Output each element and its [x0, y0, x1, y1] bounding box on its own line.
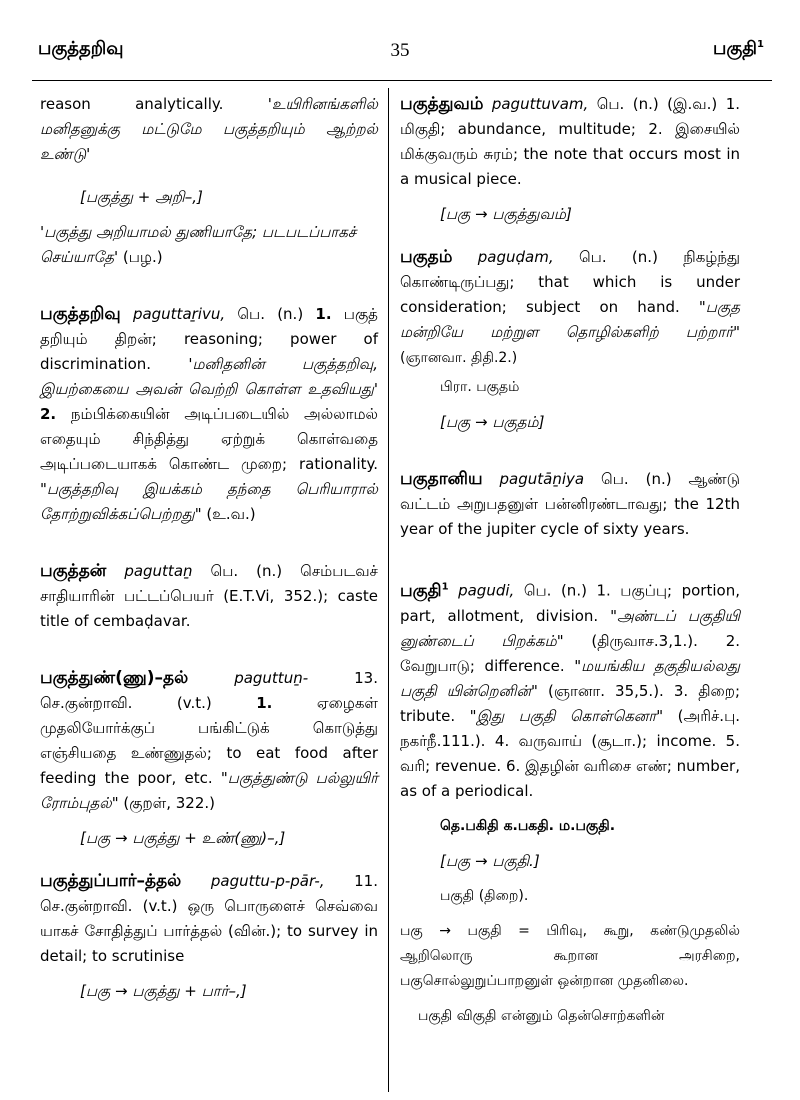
headword: பகுத்துவம்: [400, 94, 484, 114]
running-head-left: பகுத்தறிவு: [38, 38, 124, 59]
etymology: [பகு → பகுதி.]: [440, 851, 540, 870]
entry-pagudam: பகுதம் paguḍam, பெ. (n.) நிகழ்ந்து கொண்டிருப்பது; that which is under consideration; subject on hand. "பகுத மன்றியே மற்றுள தொழில்களிற் பற்றார்" (ஞானவா. திதி.2.): [400, 247, 740, 366]
headword: பகுத்துப்பார்–த்தல்: [40, 871, 182, 891]
etymology: [பகு → பகுதம்]: [440, 413, 545, 431]
running-head-right: பகுதி$^1$: [712, 38, 764, 59]
entry-paguttan: பகுத்தன் paguttaṉ பெ. (n.) செம்படவச் சாதியாரின் பட்டப்பெயர் (E.T.Vi, 352.); caste title of cembaḍavar.: [40, 561, 378, 630]
note: பகு → பகுதி = பிரிவு, கூறு, கண்டுமுதலில் ஆறிலொரு கூறான அரசிறை, பகுசொல்லுறுப்பாறனுள் ஒன்றான முதனிலை.: [400, 922, 740, 989]
prakrit-form: பிரா. பகுதம்: [440, 379, 520, 395]
headword: பகுத்தன்: [40, 561, 107, 581]
etymology: [பகு → பகுத்து + உண்(ணு)–,]: [80, 829, 286, 847]
etymology: [பகு → பகுத்துவம்]: [440, 205, 572, 223]
entry-paguttun: பகுத்துண்(ணு)–தல் paguttuṉ- 13. செ.குன்றாவி. (v.t.) 1. ஏழைகள் முதலியோர்க்குப் பங்கிட்டுக் கொடுத்து எஞ்சியதை உண்ணுதல்; to eat food after feeding the poor, etc. "பகுத்துண்டு பல்லுயிர் ரோம்புதல்" (குறள், 322.): [40, 668, 378, 812]
right-column: [400, 92, 740, 1029]
headword: பகுதி$^1$: [400, 580, 449, 601]
headword: பகுத்தறிவு: [40, 304, 121, 324]
headword: பகுதானிய: [400, 469, 483, 489]
entry-paguttarivu: பகுத்தறிவு paguttaṟivu, பெ. (n.) 1. பகுத் தறியும் திறன்; reasoning; power of discrimination. 'மனிதனின் பகுத்தறிவு, இயற்கையை அவன் வெற்றி கொள்ள உதவியது' 2. நம்பிக்கையின் அடிப்படையில் அல்லாமல் எதையும் சிந்தித்து ஏற்றுக் கொள்வதை அடிப்படையாகக் கொண்ட முறை; rationality. "பகுத்தறிவு இயக்கம் தந்தை பெரியாரால் தோற்றுவிக்கப்பெற்றது" (உ.வ.): [40, 304, 378, 523]
entry-pagutaniya: பகுதானிய pagutāṉiya பெ. (n.) ஆண்டு வட்டம் அறுபதனுள் பன்னிரண்டாவது; the 12th year of the jupiter cycle of sixty years.: [400, 469, 740, 538]
entry-paguttuvam: பகுத்துவம் paguttuvam, பெ. (n.) (இ.வ.) 1. மிகுதி; abundance, multitude; 2. இசையில் மிக்குவரும் சுரம்; the note that occurs most in a musical piece.: [400, 94, 740, 188]
left-column: [40, 92, 378, 1004]
header-rule: [32, 80, 772, 81]
note-continued: பகுதி விகுதி என்னும் தென்சொற்களின்: [418, 1007, 665, 1024]
headword: பகுத்துண்(ணு)–தல்: [40, 668, 189, 688]
sub-sense: பகுதி (திறை).: [440, 887, 529, 904]
usage-example: 'பகுத்து அறியாமல் துணியாதே; படபடப்பாகச் செய்யாதே' (பழ.): [40, 223, 357, 266]
etymology: [பகு → பகுத்து + பார்–,]: [80, 982, 247, 1000]
etymology: [பகுத்து + அறி–,]: [80, 188, 203, 206]
page-header: [0, 0, 800, 80]
continued-entry: reason analytically. 'உயிரினங்களில் மனிதனுக்கு மட்டுமே பகுத்தறியும் ஆற்றல் உண்டு': [40, 95, 378, 163]
entry-paguttuppar: பகுத்துப்பார்–த்தல் paguttu-p-pār-, 11. செ.குன்றாவி. (v.t.) ஒரு பொருளைச் செவ்வை யாகச் சோதித்துப் பார்த்தல் (வின்.); to survey in detail; to scrutinise: [40, 871, 378, 965]
page-number: 35: [390, 40, 410, 61]
cognates: தெ.பகிதி க.பகதி. ம.பகுதி.: [440, 817, 616, 834]
entry-pagudi: பகுதி$^1$ pagudi, பெ. (n.) 1. பகுப்பு; portion, part, allotment, division. "அண்டப் பகுதியி னுண்டைப் பிறக்கம்" (திருவாச.3,1.). 2. வேறுபாடு; difference. "மயங்கிய தகுதியல்லது பகுதி யின்றெனின்" (ஞானா. 35,5.). 3. திறை; tribute. "இது பகுதி கொள்கெனா" (அரிச்.பு. நகர்நீ.111.). 4. வருவாய் (சூடா.); income. 5. வரி; revenue. 6. இதழின் வரிசை எண்; number, as of a periodical.: [400, 580, 740, 800]
headword: பகுதம்: [400, 247, 453, 267]
column-divider: [388, 88, 389, 1092]
